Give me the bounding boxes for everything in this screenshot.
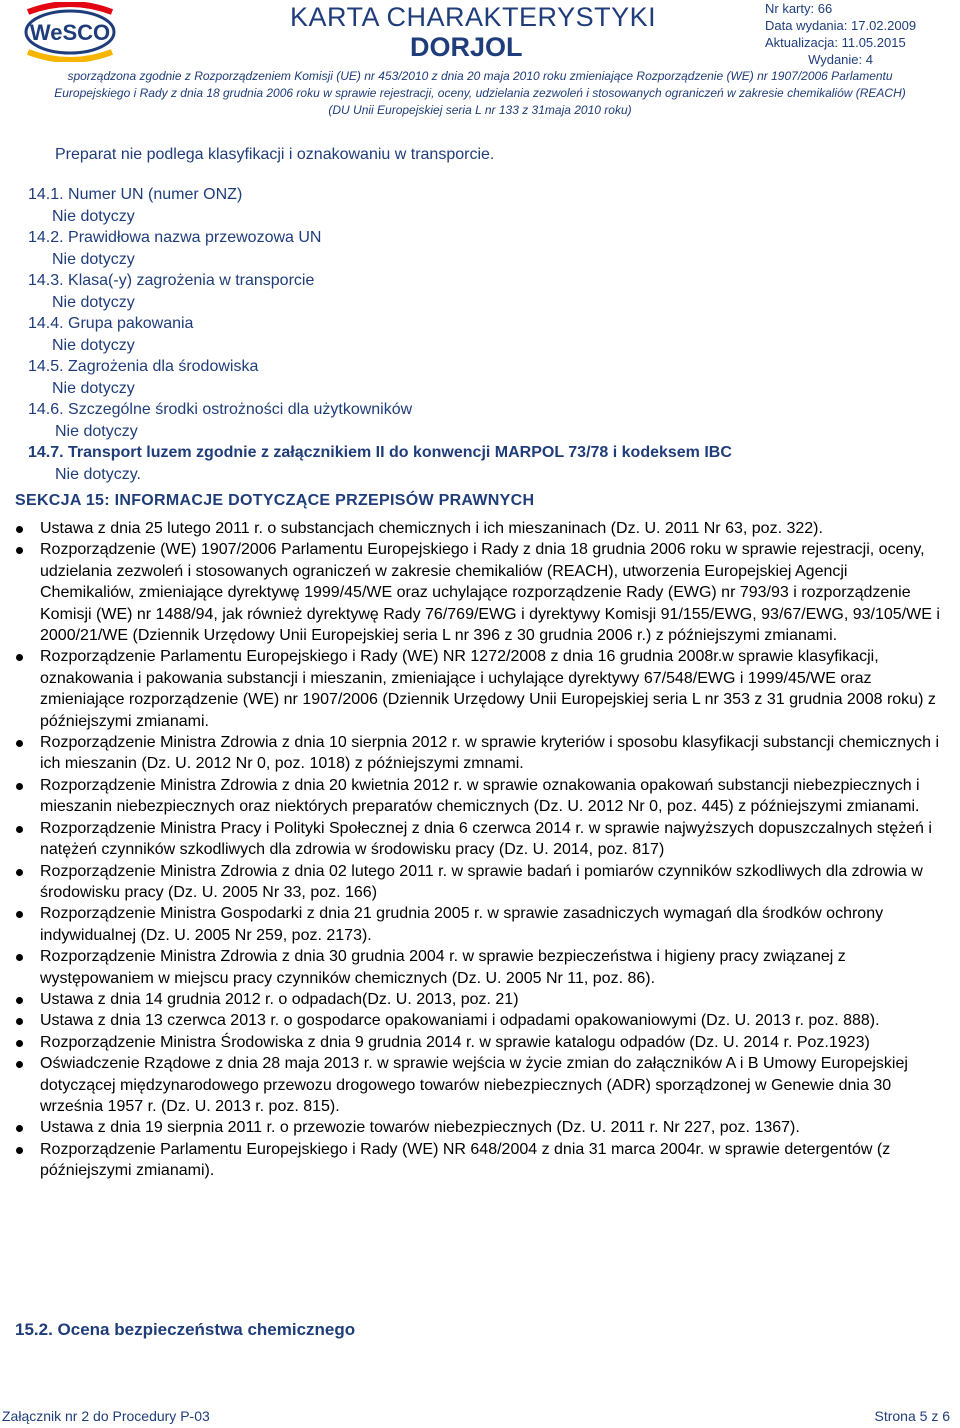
bullet-icon — [16, 740, 23, 747]
legislation-item — [14, 1053, 944, 1117]
legislation-text: Rozporządzenie Ministra Gospodarki z dnia 21 grudnia 2005 r. w sprawie zasadniczych wymagań dla środków ochrony indywidualnej (Dz. U. 2005 Nr 259, poz. 2173). — [40, 905, 884, 944]
bullet-icon — [16, 783, 23, 790]
transport-value: Nie dotyczy — [52, 251, 135, 268]
bullet-icon — [16, 1061, 23, 1068]
document-title: KARTA CHARAKTERYSTYKI — [290, 2, 657, 32]
legislation-item — [14, 1032, 944, 1053]
legislation-item — [14, 989, 944, 1010]
legislation-text: Rozporządzenie Ministra Zdrowia z dnia 02 lutego 2011 r. w sprawie badań i pomiarów czynników szkodliwych dla zdrowia w środowisku pracy (Dz. U. 2005 Nr 33, poz. 166) — [40, 862, 923, 901]
transport-value: Nie dotyczy — [52, 294, 135, 311]
legislation-text: Oświadczenie Rządowe z dnia 28 maja 2013 r. w sprawie wejścia w życie zmian do załączników A i B Umowy Europejskiej dotyczącej międzynarodowego przewozu drogowego towarów niebezpiecznych (ADR) sporządzonej w Genewie dnia 30 września 1957 r. (Dz. U. 2013 r. poz. 815). — [40, 1055, 908, 1115]
legislation-text: Rozporządzenie Parlamentu Europejskiego i Rady (WE) NR 648/2004 z dnia 31 marca 2004r. w sprawie detergentów (z późniejszymi zmianami). — [40, 1140, 891, 1180]
section-15-title: SEKCJA 15: INFORMACJE DOTYCZĄCE PRZEPISÓW PRAWNYCH — [15, 492, 535, 509]
section-15-2-heading: 15.2. Ocena bezpieczeństwa chemicznego — [15, 1320, 356, 1339]
issue-date: Data wydania: 17.02.2009 — [765, 18, 917, 33]
transport-value: Nie dotyczy — [52, 380, 135, 397]
legislation-text: Rozporządzenie Ministra Zdrowia z dnia 10 sierpnia 2012 r. w sprawie kryteriów i sposobu klasyfikacji substancji chemicznych i ich mieszanin (Dz. U. 2012 Nr 0, poz. 1018) z późniejszymi zmnami. — [40, 734, 940, 773]
bullet-icon — [16, 654, 23, 661]
legislation-item — [14, 1010, 944, 1031]
legislation-item — [14, 775, 944, 818]
legislation-text: Rozporządzenie Ministra Zdrowia z dnia 30 grudnia 2004 r. w sprawie bezpieczeństwa i higieny pracy związanej z występowaniem w miejscu pracy czynników chemicznych (Dz. U. 2005 Nr 11, poz. 86). — [40, 948, 846, 987]
legislation-text: Rozporządzenie (WE) 1907/2006 Parlamentu Europejskiego i Rady z dnia 18 grudnia 2006 roku w sprawie rejestracji, oceny, udzielania zezwoleń i stosowanych ograniczeń w zakresie chemikaliów (REACH), utworzenia Europejskiej Agencji Chemikaliów, zmieniające dyrektywę 1999/45/WE oraz uchylające rozporządzenie Rady (EWG) nr 793/93 i rozporządzenie Komisji (WE) nr 1488/94, jak również dyrektywę Rady 76/769/EWG i dyrektywy Komisji 91/155/EWG, 93/67/EWG, 93/105/WE i 2000/21/WE (Dziennik Urzędowy Unii Europejskiej seria L nr 396 z 30 grudnia 2006 r.) z późniejszymi zmianami. — [40, 541, 940, 645]
company-logo — [20, 2, 120, 62]
bullet-icon — [16, 997, 23, 1004]
legislation-text: Rozporządzenie Ministra Pracy i Polityki Społecznej z dnia 6 czerwca 2014 r. w sprawie najwyższych dopuszczalnych stężeń i natężeń czynników szkodliwych dla zdrowia w środowisku pracy (Dz. U. 2014, poz. 817) — [40, 819, 932, 859]
legislation-text: Ustawa z dnia 19 sierpnia 2011 r. o przewozie towarów niebezpiecznych (Dz. U. 2011 r. Nr 227, poz. 1367). — [40, 1119, 800, 1137]
legislation-item — [14, 946, 944, 989]
transport-intro: Preparat nie podlega klasyfikacji i oznakowaniu w transporcie. — [55, 146, 495, 163]
transport-heading: 14.7. Transport luzem zgodnie z załącznikiem II do konwencji MARPOL 73/78 i kodeksem IBC — [28, 444, 732, 461]
product-name: DORJOL — [410, 32, 523, 62]
bullet-icon — [16, 1147, 23, 1154]
bullet-icon — [16, 1018, 23, 1025]
transport-heading: 14.1. Numer UN (numer ONZ) — [28, 186, 243, 203]
bullet-icon — [16, 1040, 23, 1047]
transport-heading: 14.4. Grupa pakowania — [28, 315, 194, 332]
footer-page-number: Strona 5 z 6 — [874, 1408, 950, 1424]
regulation-line-2: Europejskiego i Rady z dnia 18 grudnia 2006 roku w sprawie rejestracji, oceny, udzielania zezwoleń i stosowanych ograniczeń w zakresie chemikaliów (REACH) — [54, 86, 906, 100]
legislation-item — [14, 539, 944, 646]
regulation-line-1: sporządzona zgodnie z Rozporządzeniem Komisji (UE) nr 453/2010 z dnia 20 maja 2010 roku zmieniające Rozporządzenie (WE) nr 1907/2006 Parlamentu — [67, 69, 893, 83]
legislation-item — [14, 732, 944, 775]
legislation-item — [14, 1117, 944, 1138]
transport-heading: 14.2. Prawidłowa nazwa przewozowa UN — [28, 229, 322, 246]
legislation-item — [14, 518, 944, 539]
legislation-text: Ustawa z dnia 25 lutego 2011 r. o substancjach chemicznych i ich mieszaninach (Dz. U. 2011 Nr 63, poz. 322). — [40, 520, 823, 537]
bullet-icon — [16, 911, 23, 918]
legislation-item — [14, 818, 944, 861]
transport-heading: 14.3. Klasa(-y) zagrożenia w transporcie — [28, 272, 315, 289]
legislation-list — [14, 518, 944, 1182]
bullet-icon — [16, 954, 23, 961]
title-block — [290, 2, 680, 62]
page-header — [0, 0, 960, 120]
bullet-icon — [16, 869, 23, 876]
transport-value: Nie dotyczy — [55, 423, 138, 440]
transport-heading: 14.5. Zagrożenia dla środowiska — [28, 358, 259, 375]
regulation-line-3: (DU Unii Europejskiej seria L nr 133 z 31maja 2010 roku) — [328, 103, 632, 117]
bullet-icon — [16, 826, 23, 833]
edition: Wydanie: 4 — [808, 52, 873, 67]
transport-value: Nie dotyczy — [52, 337, 135, 354]
legislation-item — [14, 1139, 944, 1182]
transport-value: Nie dotyczy — [52, 208, 135, 225]
legislation-text: Rozporządzenie Parlamentu Europejskiego i Rady (WE) NR 1272/2008 z dnia 16 grudnia 2008r.w sprawie klasyfikacji, oznakowania i pakowania substancji i mieszanin, zmieniające i uchylające dyrektywy 67/548/EWG i 1999/45/WE oraz zmieniające rozporządzenie (WE) nr 1907/2006 (Dziennik Urzędowy Unii Europejskiej seria L nr 353 z 31 grudnia 2008 roku) z późniejszymi zmianami. — [40, 648, 936, 730]
bullet-icon — [16, 547, 23, 554]
legislation-item — [14, 903, 944, 946]
legislation-item — [14, 646, 944, 732]
legislation-text: Rozporządzenie Ministra Środowiska z dnia 9 grudnia 2014 r. w sprawie katalogu odpadów (Dz. U. 2014 r. Poz.1923) — [40, 1033, 870, 1051]
logo-text: WeSCO — [29, 20, 111, 45]
card-number: Nr karty: 66 — [765, 1, 833, 16]
transport-heading: 14.6. Szczególne środki ostrożności dla użytkowników — [28, 401, 413, 418]
update-date: Aktualizacja: 11.05.2015 — [765, 35, 906, 50]
bullet-icon — [16, 526, 23, 533]
footer-procedure: Załącznik nr 2 do Procedury P-03 — [2, 1408, 210, 1424]
legislation-text: Rozporządzenie Ministra Zdrowia z dnia 20 kwietnia 2012 r. w sprawie oznakowania opakowań substancji niebezpiecznych i mieszanin niebezpiecznych oraz niektórych preparatów chemicznych (Dz. U. 2012 Nr 0, poz. 445) z późniejszymi zmianami. — [40, 776, 920, 816]
legislation-item — [14, 861, 944, 904]
document-meta — [765, 0, 916, 68]
legislation-text: Ustawa z dnia 13 czerwca 2013 r. o gospodarce opakowaniami i odpadami opakowaniowymi (Dz. U. 2013 r. poz. 888). — [40, 1012, 880, 1030]
legislation-text: Ustawa z dnia 14 grudnia 2012 r. o odpadach(Dz. U. 2013, poz. 21) — [40, 990, 519, 1008]
transport-value: Nie dotyczy. — [55, 466, 141, 483]
bullet-icon — [16, 1125, 23, 1132]
